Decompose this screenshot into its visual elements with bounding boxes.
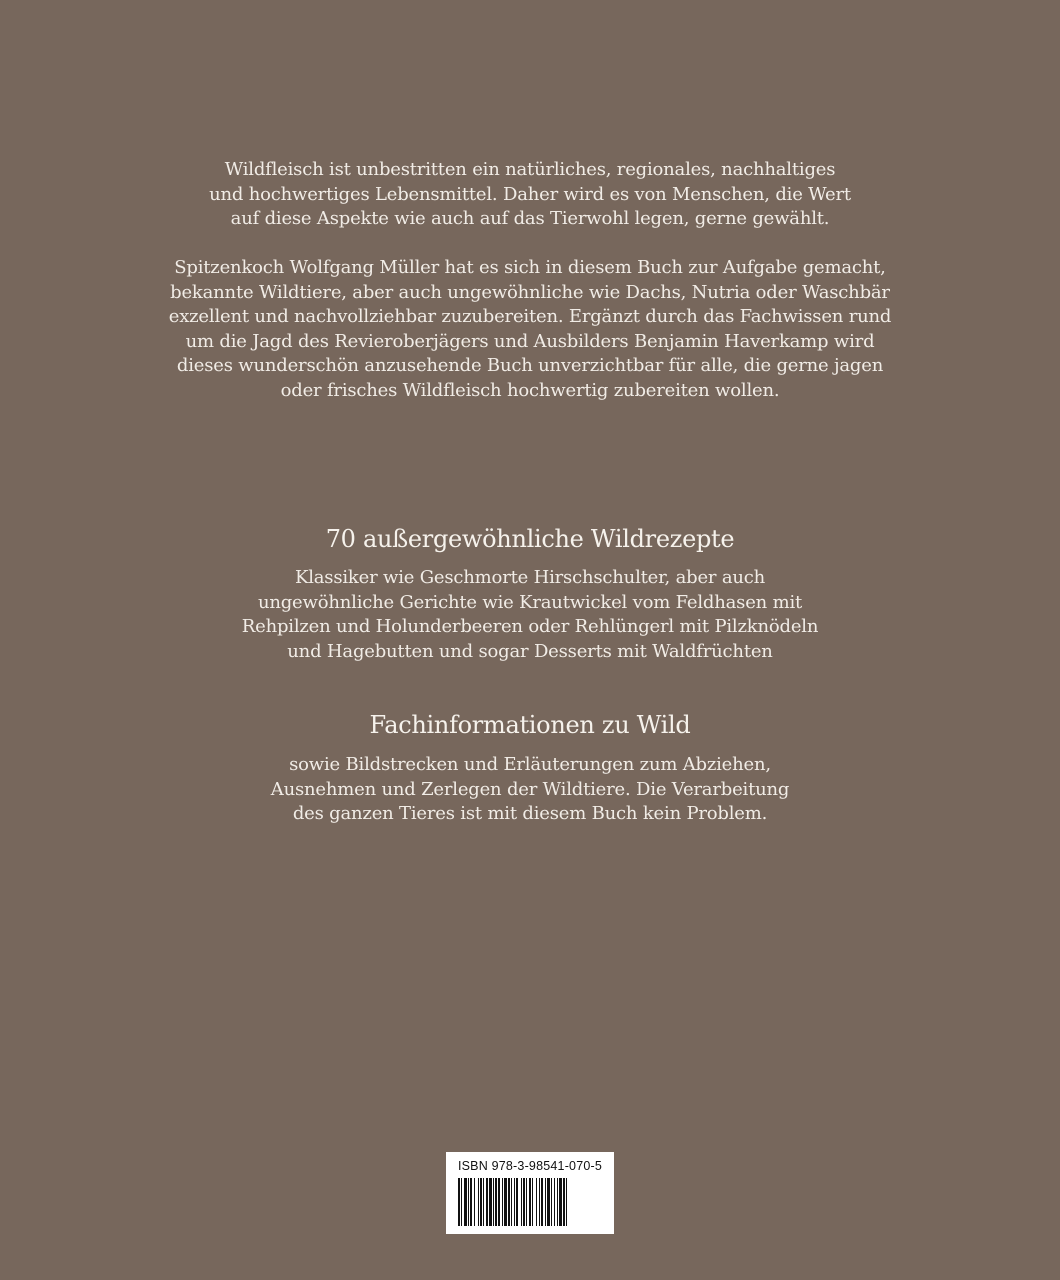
text-line: Rehpilzen und Holunderbeeren oder Rehlüngerl mit Pilzknödeln <box>241 616 819 637</box>
intro-paragraph-1 <box>0 158 1060 232</box>
section-info-heading <box>0 710 1060 740</box>
text-line: und Hagebutten und sogar Desserts mit Waldfrüchten <box>287 640 773 662</box>
text-line: Spitzenkoch Wolfgang Müller hat es sich in diesem Buch zur Aufgabe gemacht, <box>174 257 886 278</box>
section-recipes-heading <box>0 524 1060 554</box>
text-line: sowie Bildstrecken und Erläuterungen zum Abziehen, <box>289 754 771 775</box>
text-line: um die Jagd des Revieroberjägers und Ausbilders Benjamin Haverkamp wird <box>185 330 875 352</box>
section-heading: 70 außergewöhnliche Wildrezepte <box>325 525 735 553</box>
text-line: auf diese Aspekte wie auch auf das Tierwohl legen, gerne gewählt. <box>230 208 830 229</box>
intro-paragraph-2 <box>0 256 1060 403</box>
text-line: Klassiker wie Geschmorte Hirschschulter, aber auch <box>294 567 766 588</box>
barcode-bars <box>458 1178 602 1226</box>
text-line: dieses wunderschön anzusehende Buch unverzichtbar für alle, die gerne jagen <box>176 355 884 376</box>
text-line: Ausnehmen und Zerlegen der Wildtiere. Die Verarbeitung <box>270 778 790 800</box>
isbn-number: ISBN 978-3-98541-070-5 <box>457 1159 603 1173</box>
section-heading: Fachinformationen zu Wild <box>369 711 691 739</box>
text-line: Wildfleisch ist unbestritten ein natürliches, regionales, nachhaltiges <box>224 159 836 180</box>
text-line: und hochwertiges Lebensmittel. Daher wird es von Menschen, die Wert <box>209 183 851 205</box>
text-line: des ganzen Tieres ist mit diesem Buch kein Problem. <box>292 803 768 824</box>
isbn-barcode <box>446 1152 614 1234</box>
section-recipes-body <box>0 566 1060 664</box>
text-line: exzellent und nachvollziehbar zuzubereiten. Ergänzt durch das Fachwissen rund <box>168 306 892 327</box>
text-line: ungewöhnliche Gerichte wie Krautwickel vom Feldhasen mit <box>257 591 803 613</box>
section-info-body <box>0 753 1060 827</box>
text-line: oder frisches Wildfleisch hochwertig zubereiten wollen. <box>280 379 780 401</box>
text-line: bekannte Wildtiere, aber auch ungewöhnliche wie Dachs, Nutria oder Waschbär <box>170 281 890 303</box>
